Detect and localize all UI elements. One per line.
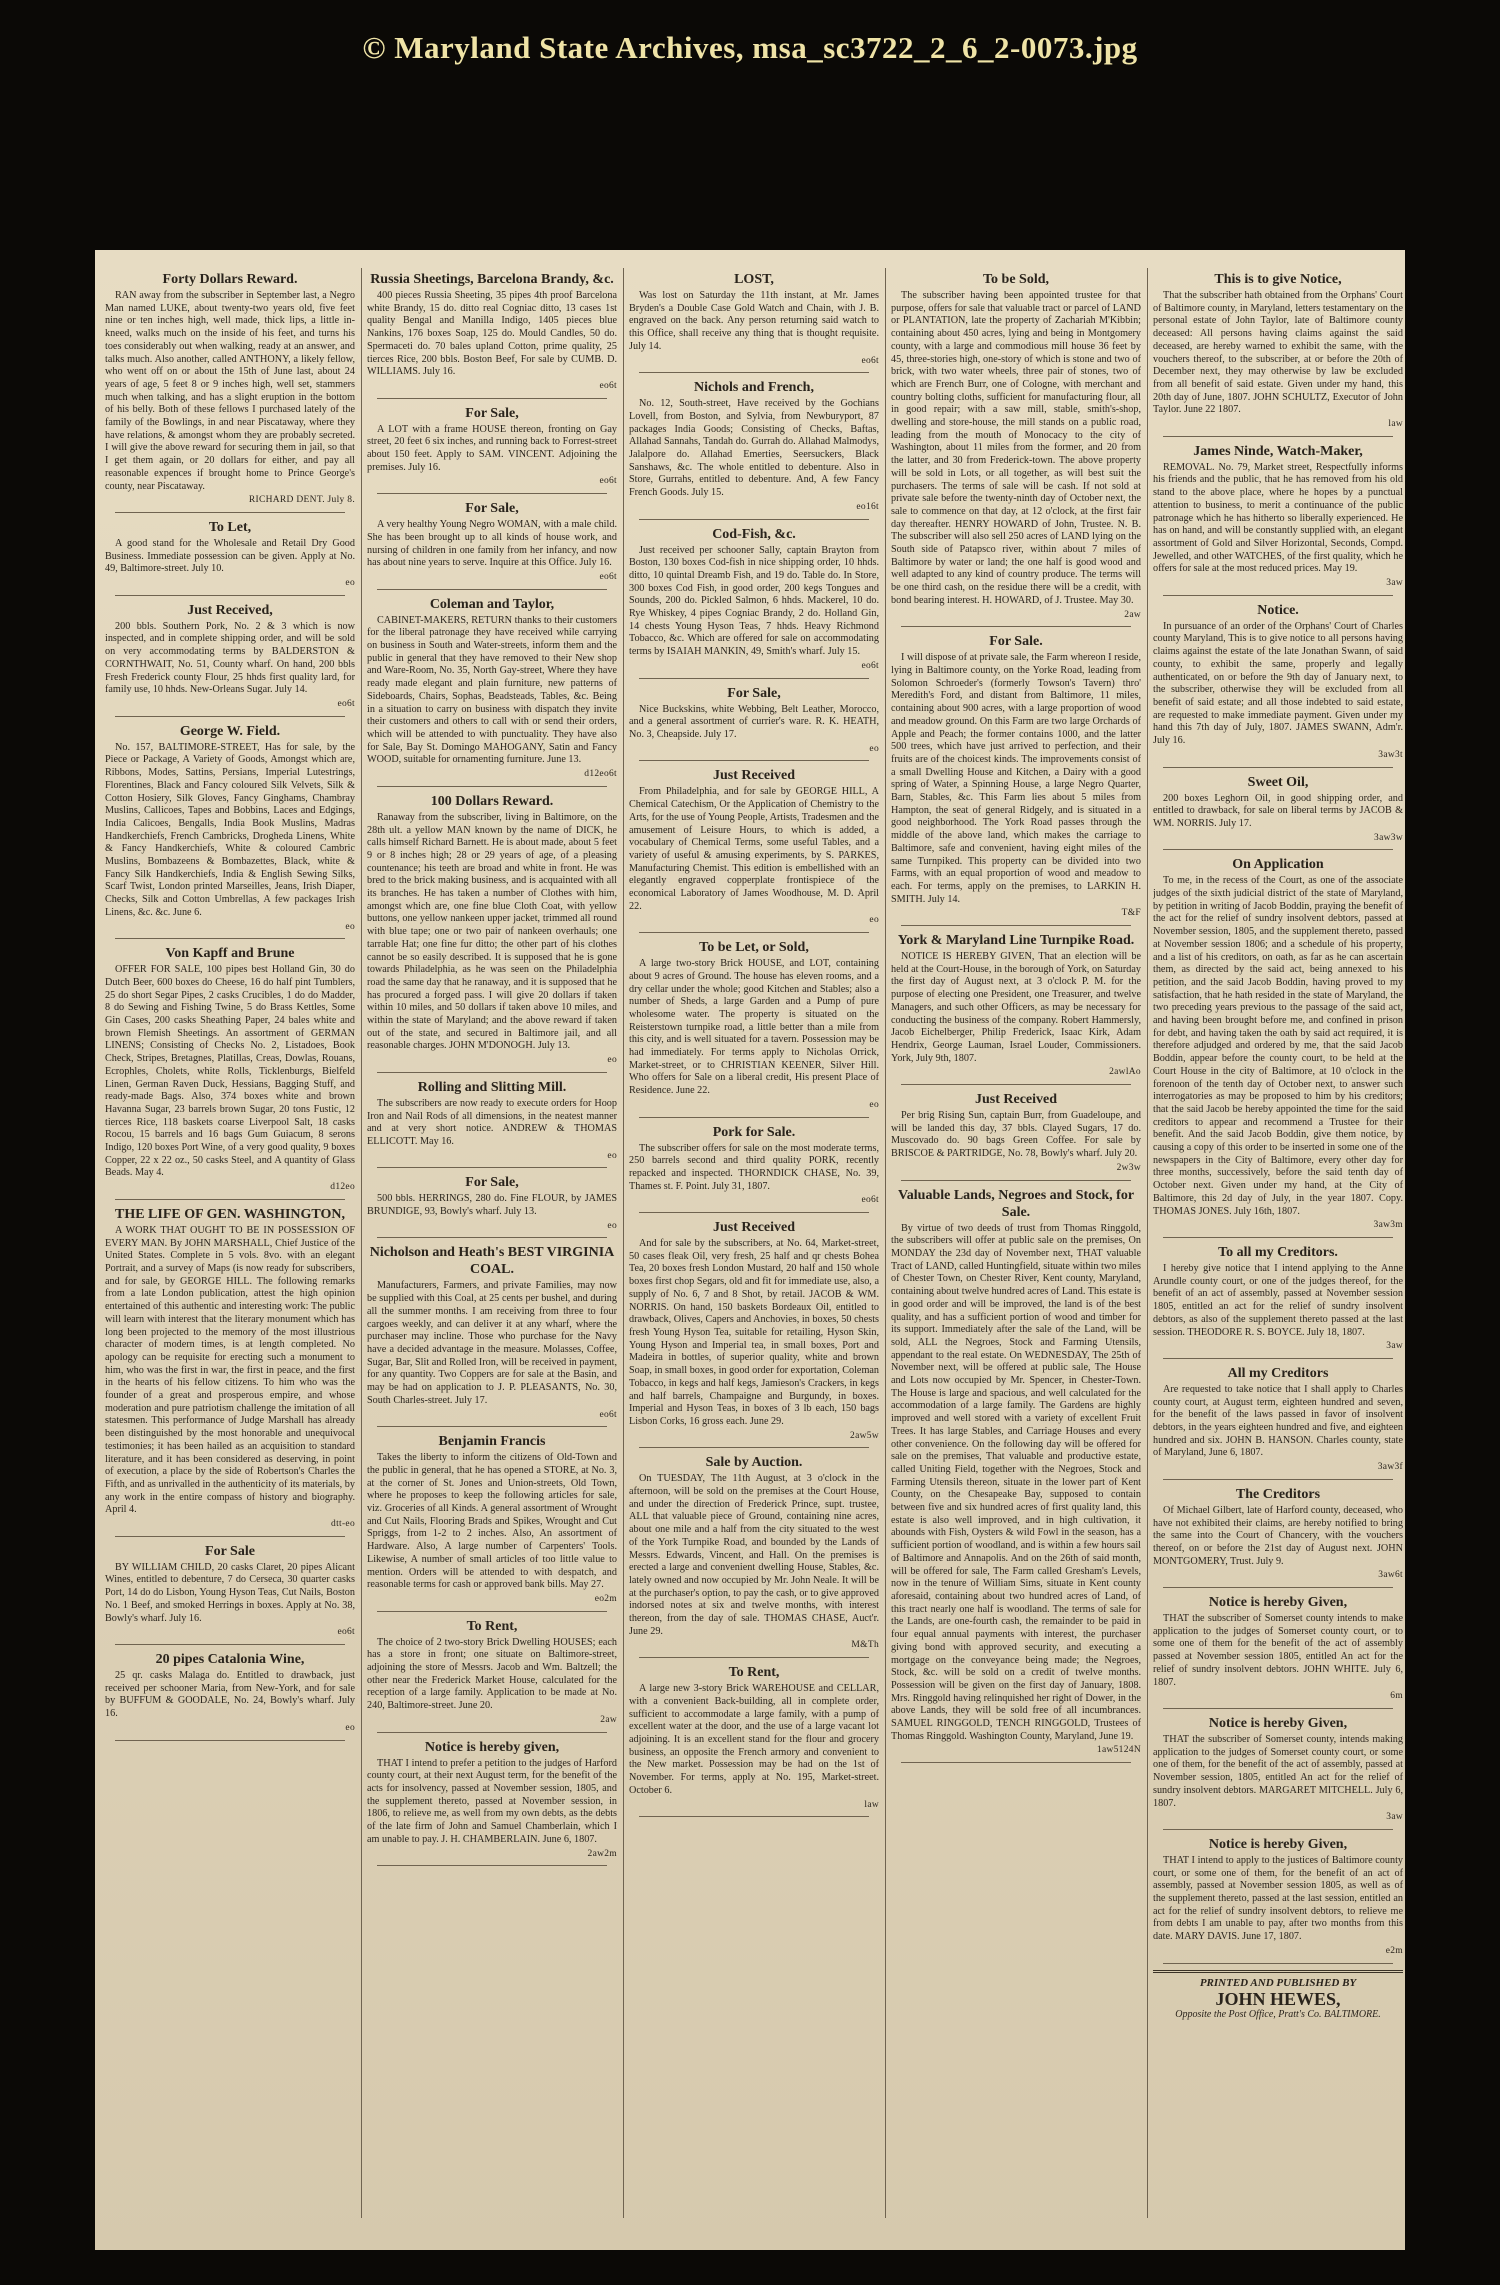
ad-heading: THE LIFE OF GEN. WASHINGTON, [114, 1206, 345, 1222]
advertisement [1153, 1365, 1403, 1480]
ad-body: No. 12, South-street, Have received by the Gochians Lovell, from Boston, and Sylvia, from Newburyport, 87 packages India Goods; Consisting of Checks, Baftas, Allahad Sannahs, Tandah do. Gurrah do. Allahad Malmodys, Jalalpore do. Allahad Emerties, Seersuckers, Black Sanshaws, &c. The whole entitled to debenture. Also in Store, Gurrahs, entitled to debenture. And, A few Fancy French Goods. July 15. [629, 398, 879, 499]
ad-separator [377, 786, 607, 787]
ad-body: No. 157, BALTIMORE-STREET, Has for sale, by the Piece or Package, A Variety of Goods, Amongst which are, Ribbons, Modes, Sattins, Persians, Imperial Lutestrings, Florentines, Black and Fancy coloured Silk Velvets, Silk & Cotton Hosiery, Silk Gloves, Fancy Ginghams, Chambray Muslins, Callicoes, Tapes and Bobbins, Laces and Edgings, India Calicoes, Bengalls, India Book Muslins, Madras Handkerchiefs, French Cambricks, Drogheda Linens, White & Fancy Handkerchiefs, White & coloured Cambric Muslins, Bombazeens & Bombazettes, Black, white & Fancy Silk Handkerchiefs, India & English Sewing Silks, Scarf Twist, London printed Marseilles, Jeans, Irish Diaper, Checks, Silk and Cotton Umbrellas, A few packages Irish Linens, &c. &c. June 6. [105, 741, 355, 918]
ad-body: RAN away from the subscriber in September last, a Negro Man named LUKE, about twenty-two years old, five feet nine or ten inches high, well made, thick lips, a little in-kneed, walks much on the inside of his feet, and turns his toes considerably out when walking, ready at an answer, and talks much. Also another, called ANTHONY, a likely fellow, who went off on or about the 15th of June last, about 24 years of age, 5 feet 8 or 9 inches high, well set, stammers much when talking, and has a slight eruption in the bottom of his belly. Both of these fellows I purchased lately of the family of the Bowlings, in and near Piscataway, where they have relations, & amongst whom they are probably secreted. I will give the above reward for securing them in jail, so that I get them again, or 20 dollars for either, and pay all reasonable expences if brought home to Prince George's county, near Piscataway. [105, 290, 355, 492]
advertisement [105, 271, 355, 513]
ad-body: A large new 3-story Brick WAREHOUSE and CELLAR, with a convenient Back-building, all in complete order, sufficient to accommodate a large family, with a pump of excellent water at the door, and the use of a large vacant lot adjoining. It is an excellent stand for the flour and grocery business, an opposite the French armory and convenient to the New market. Possession may be had on the 1st of November. For terms, apply at No. 195, Market-street. October 6. [629, 1683, 879, 1796]
ad-heading: Valuable Lands, Negroes and Stock, for Sale. [897, 1187, 1135, 1220]
ad-body: Takes the liberty to inform the citizens of Old-Town and the public in general, that he has opened a STORE, at No. 3, at the corner of St. Jones and Union-streets, Old Town, where he proposes to keep the following articles for sale, viz. Groceries of all Kinds. A general assortment of Wrought and Cut Nails, Flooring Brads and Spikes, Wrought and Cut Spriggs, from 1-2 to 2 inches. Also, An assortment of Hardware. Also, A large number of Carpenters' Tools. Likewise, A number of small articles of too little value to mention. Orders will be attended to with despatch, and reasonable terms for cash or approved bank bills. May 27. [367, 1452, 617, 1591]
ad-heading: George W. Field. [179, 723, 281, 739]
ad-heading: Notice is hereby given, [424, 1739, 560, 1755]
ad-heading: For Sale. [989, 634, 1043, 650]
ad-signature: 3aw6t [1378, 1570, 1403, 1581]
ad-signature: eo [345, 921, 355, 932]
ad-heading: Cod-Fish, &c. [712, 526, 796, 542]
column-1 [105, 268, 355, 2218]
advertisement [1153, 602, 1403, 768]
ad-signature: 2aw2m [587, 1848, 617, 1859]
ad-separator [901, 1180, 1131, 1181]
ad-signature: law [864, 1799, 879, 1810]
advertisement [367, 1433, 617, 1611]
ad-signature: eo6t [599, 476, 617, 487]
ad-signature: eo [607, 1220, 617, 1231]
ad-signature: law [1388, 419, 1403, 430]
ad-heading: Just Received, [187, 602, 273, 618]
ad-separator [377, 1072, 607, 1073]
ad-heading: For Sale, [465, 1175, 519, 1191]
ad-body: That the subscriber hath obtained from the Orphans' Court of Baltimore county, in Maryland, letters testamentary on the personal estate of John Taylor, late of Baltimore county deceased: All persons having claims against the said deceased, are hereby warned to exhibit the same, with the vouchers thereof, to the subscriber, at or before the 20th of December next, they may otherwise by law be excluded from all benefit of said estate. Given under my hand, this 20th day of June, 1807. JOHN SCHULTZ, Executor of John Taylor. June 22 1807. [1153, 290, 1403, 416]
ad-separator [115, 716, 345, 717]
printer-imprint [1153, 1970, 1403, 2022]
ad-separator [1163, 595, 1393, 596]
imprint-line2: JOHN HEWES, [1215, 1989, 1341, 2010]
ad-separator [639, 678, 869, 679]
ad-separator [1163, 1829, 1393, 1830]
ad-signature: eo [869, 1099, 879, 1110]
ad-body: 200 bbls. Southern Pork, No. 2 & 3 which is now inspected, and in complete shipping order, and will be sold on very accommodating terms by BALDERSTON & CORNTHWAIT, No. 51, County wharf. On hand, 200 bbls Fresh Frederick county Flour, 25 hhds first quality lard, for family use, 10 hhds. New-Orleans Sugar. July 14. [105, 620, 355, 696]
ad-signature: 3aw3m [1373, 1220, 1403, 1231]
ad-separator [639, 1212, 869, 1213]
ad-separator [115, 1536, 345, 1537]
ad-signature: eo6t [337, 1627, 355, 1638]
ad-body: 500 bbls. HERRINGS, 280 do. Fine FLOUR, by JAMES BRUNDIGE, 93, Bowly's wharf. July 13. [367, 1193, 617, 1218]
column-divider [885, 268, 886, 2218]
ad-body: The subscriber offers for sale on the most moderate terms, 250 barrels second and third quality PORK, recently repacked and inspected. THORNDICK CHASE, No. 39, Thames st. F. Point. July 31, 1807. [629, 1142, 879, 1192]
advertisement [367, 596, 617, 787]
ad-body: Are requested to take notice that I shall apply to Charles county court, at August term, eighteen hundred and seven, for the benefit of the laws passed in favor of insolvent debtors, in the years eighteen hundred and five, and eighteen hundred and six. JOHN B. HANSON. Charles county, state of Maryland, June 6, 1807. [1153, 1383, 1403, 1459]
advertisement [367, 405, 617, 495]
ad-body: OFFER FOR SALE, 100 pipes best Holland Gin, 30 do Dutch Beer, 600 boxes do Cheese, 16 do half pint Tumblers, 25 do short Segar Pipes, 2 casks Crucibles, 1 do do Madder, 8 do Sewing and Fishing Twine, 5 do Brass Kettles, Some Gin Cases, 200 casks Sheathing Paper, 24 bales white and brown Flemish Sheetings. An assortment of GERMAN LINENS; Consisting of Checks No. 2, Listadoes, Book Check, Stripes, Bretagnes, Platillas, Creas, Dowlas, Rouans, Ecrophles, Cholets, white Rolls, Ticklenburgs, Bielfeld Linen, German Raven Duck, Hessians, Bagging Stuff, and ready-made Bags. Also, 374 boxes white and brown Havanna Sugar, 23 barrels brown Sugar, 20 tons Fustic, 12 tierces Rice, 118 baskets coarse Liverpool Salt, 18 casks Rocou, 15 barrels and 16 bags Gum Guiacum, 8 serons Indigo, 120 boxes Port Wine, of a very good quality, 9 boxes Copper, 22 x 22 oz., 50 casks Steel, and A quantity of Glass Beads. May 4. [105, 964, 355, 1179]
ad-separator [377, 398, 607, 399]
ad-signature: eo6t [861, 355, 879, 366]
ad-body: THAT I intend to apply to the justices of Baltimore county court, or some one of them, for the benefit of an act of assembly, passed at November session 1805, as well as of the supplement thereto, passed at the last session, entitled an act for the relief of sundry insolvent debtors, to relieve me from debts I am unable to pay, after two months from this date. MARY DAVIS. June 17, 1807. [1153, 1854, 1403, 1943]
ad-separator [1163, 1479, 1393, 1480]
ad-heading: Nichols and French, [694, 380, 814, 396]
ad-body: I hereby give notice that I intend applying to the Anne Arundle county court, or one of the judges thereof, for the benefit of an act of assembly, passed at November session 1805, entitled an act for the relief of sundry insolvent debtors, as also of the supplement thereto passed at the last session. THEODORE R. S. BOYCE. July 18, 1807. [1153, 1263, 1403, 1338]
ad-separator [639, 1816, 869, 1817]
ad-signature: eo [607, 1055, 617, 1066]
advertisement [891, 932, 1141, 1085]
column-4 [891, 268, 1141, 2218]
ad-heading: Just Received [712, 1220, 796, 1236]
ad-separator [1163, 436, 1393, 437]
watermark-banner: © Maryland State Archives, msa_sc3722_2_6_2-0073.jpg [362, 30, 1138, 65]
ad-signature: eo6t [599, 1409, 617, 1420]
ad-heading: To be Sold, [982, 272, 1049, 287]
ad-heading: Sale by Auction. [705, 1455, 803, 1471]
ad-signature: RICHARD DENT. July 8. [248, 495, 355, 506]
ad-heading: For Sale, [465, 501, 519, 517]
ad-heading: Pork for Sale. [712, 1124, 796, 1140]
advertisement [367, 1739, 617, 1867]
ad-heading: 20 pipes Catalonia Wine, [155, 1651, 305, 1667]
ad-heading: To Rent, [466, 1618, 518, 1634]
ad-body: Ranaway from the subscriber, living in Baltimore, on the 28th ult. a yellow MAN known by the name of DICK, he calls himself Richard Barnett. He is about made, about 5 feet 9 or 8 inches high; 28 or 29 years of age, of a pleasing countenance; his teeth are broad and white in front. He was bred to the brick making business, and is acquainted with all its branches. He has taken a number of Clothes with him, amongst which are, one fine blue Cloth Coat, with yellow buttons, one yellow nankeen upper jacket, trimmed all round with blue tape; one or two pair of nankeen overhauls; one tarrable Hat; one fine fur ditto; the other part of his clothes cannot be so easily described. It is supposed that he is gone towards Philadelphia, as he was seen on the Philadelphia road the same day that he ranaway, and it is supposed that he has procured a forged pass. I will give 20 dollars if taken within 10 miles, and 50 dollars if taken above 10 miles, and within the state of Maryland; and the above reward if taken out of the state, and secured in Baltimore jail, and all reasonable charges. JOHN M'DONOGH. July 13. [367, 811, 617, 1052]
ad-separator [115, 938, 345, 939]
ad-heading: To Let, [208, 519, 252, 535]
ad-body: From Philadelphia, and for sale by GEORGE HILL, A Chemical Catechism, Or the Application of Chemistry to the Arts, for the use of Young People, Artists, Tradesmen and the amusement of Leisure Hours, to which is added, a vocabulary of Chemical Terms, some useful Tables, and a variety of useful & amusing experiments, by S. PARKES, Manufacturing Chemist. This edition is embellished with an elegantly engraved copperplate frontispiece of the economical Laboratory of James Woodhouse, M. D. April 22. [629, 786, 879, 912]
ad-signature: dtt-eo [331, 1519, 355, 1530]
column-divider [361, 268, 362, 2218]
advertisement [105, 1543, 355, 1645]
ad-separator [115, 1199, 345, 1200]
ad-signature: e2m [1385, 1945, 1403, 1956]
ad-body: REMOVAL. No. 79, Market street, Respectfully informs his friends and the public, that he has removed from his old stand to the above place, where he hopes by a punctual attention to business, to merit a continuance of the public patronage which he has hitherto so liberally experienced. He has on hand, and will be constantly supplied with, an elegant assortment of Gold and Silver Horizontal, Seconds, Compd. Jewelled, and other WATCHES, of the first quality, which he offers for sale at the most reduced prices. May 19. [1153, 461, 1403, 575]
advertisement [629, 1664, 879, 1817]
ad-separator [377, 1611, 607, 1612]
ad-separator [1163, 1587, 1393, 1588]
advertisement [367, 1174, 617, 1238]
ad-heading: Sweet Oil, [1247, 774, 1309, 790]
ad-body: A very healthy Young Negro WOMAN, with a male child. She has been brought up to all kinds of house work, and nursing of children in one family from her infancy, and now has about nine years to serve. Inquire at this Office. July 16. [367, 519, 617, 569]
ad-heading: For Sale [205, 1543, 255, 1559]
ad-separator [377, 589, 607, 590]
advertisement [105, 723, 355, 940]
advertisement [891, 633, 1141, 926]
ad-signature: 3aw3t [1378, 749, 1403, 760]
column-divider [623, 268, 624, 2218]
advertisement [105, 602, 355, 717]
advertisement [629, 526, 879, 679]
ad-signature: 2awlAo [1109, 1067, 1141, 1078]
newspaper-page [95, 250, 1405, 2250]
ad-body: The subscribers are now ready to execute orders for Hoop Iron and Nail Rods of all dimensions, in the neatest manner and at very short notice. ANDREW & THOMAS ELLICOTT. May 16. [367, 1097, 617, 1147]
ad-heading: Nicholson and Heath's BEST VIRGINIA COAL. [369, 1245, 615, 1278]
ad-body: A large two-story Brick HOUSE, and LOT, containing about 9 acres of Ground. The house has eleven rooms, and a dry cellar under the whole; good Kitchen and Stables; also a number of Sheds, a large Garden and a Pump of pure wholesome water. The property is situated on the Reisterstown turnpike road, a little better than a mile from this city, and is well situated for a tavern. Possession may be had immediately. For terms apply to Nicholas Orrick, Market-street, or to CHRISTIAN KEENER, Silver Hill. Who offers for Sale on a liberal credit, His present Place of Residence. June 22. [629, 958, 879, 1097]
ad-signature: d12eo6t [584, 769, 617, 780]
ad-heading: 100 Dollars Reward. [430, 793, 554, 809]
ad-body: Of Michael Gilbert, late of Harford county, deceased, who have not exhibited their claims, are hereby notified to bring the same into the Court of Chancery, with the vouchers thereof, on or before the 21st day of August next. JOHN MONTGOMERY, Trust. July 9. [1153, 1504, 1403, 1567]
ad-heading: Notice is hereby Given, [1208, 1715, 1348, 1731]
advertisement [629, 271, 879, 373]
advertisement [629, 685, 879, 762]
ad-body: A WORK THAT OUGHT TO BE IN POSSESSION OF EVERY MAN. By JOHN MARSHALL, Chief Justice of the United States. Complete in 5 vols. 8vo. with an elegant Portrait, and a survey of Maps (is now ready for subscribers, and for sale, by GEORGE HILL. The following remarks from a late London publication, attest the high opinion entertained of this authentic and interesting work: The public will learn with interest that the literary monument which has long been projected to the memory of the most illustrious character of modern times, is at length completed. No apology can be requisite for erecting such a monument to him, who was the first in war, the first in peace, and the first in the hearts of his fellow citizens. To him who was the founder of a great and prosperous empire, and whose moderation and pure patriotism challenge the imitation of all statesmen. This performance of Judge Marshall has already been distinguished by the most honorable and unequivocal testimonies; it has been hailed as an acquisition to standard literature, and it has been considered as deserving, in point of execution, a place by the side of Robertson's Charles the Fifth, and as unrivalled in the authenticity of its materials, by any work in the entire compass of history and biography. April 4. [105, 1224, 355, 1516]
ad-heading: Coleman and Taylor, [429, 596, 555, 612]
ad-body: THAT the subscriber of Somerset county, intends making application to the judges of Somerset county court, or some one of them, for the benefit of the act of assembly, passed at November session, 1805, entitled An act for the relief of sundry insolvent debtors. MARGARET MITCHELL. July 6, 1807. [1153, 1733, 1403, 1809]
ad-separator [1163, 767, 1393, 768]
ad-body: 25 qr. casks Malaga do. Entitled to drawback, just received per schooner Maria, from New-York, and for sale by BUFFUM & GOODALE, No. 24, Bowly's wharf. July 16. [105, 1669, 355, 1720]
ad-body: Was lost on Saturday the 11th instant, at Mr. James Bryden's a Double Case Gold Watch and Chain, with J. B. engraved on the back. Any person returning said watch to this Office, shall receive any thing that is thought requisite. July 14. [629, 290, 879, 352]
ad-body: Nice Buckskins, white Webbing, Belt Leather, Morocco, and a general assortment of currier's ware. R. K. HEATH, No. 3, Cheapside. July 17. [629, 703, 879, 740]
ad-separator [377, 1237, 607, 1238]
ad-body: Per brig Rising Sun, captain Burr, from Guadeloupe, and will be landed this day, 37 bbls. Clayed Sugars, 17 do. Muscovado do. 90 bags Green Coffee. For sale by BRISCOE & PARTRIDGE, No. 78, Bowly's wharf. July 20. [891, 1110, 1141, 1160]
ad-signature: 3aw3f [1377, 1462, 1403, 1473]
ad-signature: eo6t [337, 698, 355, 709]
ad-heading: Notice. [1257, 602, 1299, 618]
ad-heading: All my Creditors [1227, 1365, 1329, 1381]
ad-separator [639, 1117, 869, 1118]
ad-body: The subscriber having been appointed trustee for that purpose, offers for sale that valuable tract or parcel of LAND or PLANTATION, late the property of Zachariah M'Kibbin; containing about 450 acres, lying and being in Montgomery county, with a large and commodious mill house 36 feet by 45, three-stories high, one-story of which is stone and two of brick, with two water wheels, three pair of stones, two of which are French Burr, one of Cologne, with merchant and country bolting cloths, sufficient for manufacturing flour, all in good repair; with a saw mill, stable, smith's-shop, dwelling and store-house, the mill stands on a public road, leading from the mouth of Monocacy to the city of Washington, about 11 miles from the former, and 20 from the latter, and 30 from Frederick-town. The above property will be sold in Lots, or all together, as will best suit the purchasers. The terms of sale will be cash. If not sold at private sale before the twenty-ninth day of October next, the sale to commence on that day, at 12 o'clock, at the first fair day thereafter. HENRY HOWARD of John, Trustee. N. B. The subscriber will also sell 250 acres of LAND lying on the South side of Patapsco river, within about 7 miles of Baltimore by water or land; the one half is good wood and well adapted to any kind of country produce. The terms will be one third cash, on the residue there will be a credit, with bond bearing interest. H. HOWARD, of J. Trustee. May 30. [891, 290, 1141, 606]
advertisement [105, 1651, 355, 1741]
imprint-line1: PRINTED AND PUBLISHED BY [1199, 1976, 1357, 1989]
ad-signature: eo [607, 1150, 617, 1161]
ad-body: To me, in the recess of the Court, as one of the associate judges of the sixth judicial district of the state of Maryland, by petition in writing of Jacob Boddin, praying the benefit of the act for the relief of sundry insolvent debtors, passed at November session, 1805, and the supplement thereto, passed at November session 1806; and a schedule of his property, and a list of his creditors, on oath, as far as he can ascertain them, as directed by the said act, being annexed to his petition, and the said Jacob Boddin, having proved to my satisfaction, that he hath resided in the state of Maryland, the two preceding years previous to the passage of the said act, and having been brought before me, and confined in prison for debt, and having taken the oath by said act required, it is therefore adjudged and ordered by me, that the said Jacob Boddin, appear before the county court, to be held at the Court House in the city of Baltimore, at 10 o'clock in the forenoon of the tenth day of October next, to answer such interrogatories as may be proposed to him by his creditors; that the said Jacob be hereby appointed the time for the said creditors to appear and recommend a Trustee for their benefit. And the said Jacob Boddin, give them notice, by causing a copy of this order to be inserted in some one of the newspapers in the City of Baltimore, every other day for three months, successively, before the said tenth day of October next. Given under my hand, at the City of Baltimore, this 2d day of July, in the year 1807. Copy. THOMAS JONES. July 16th, 1807. [1153, 875, 1403, 1217]
advertisement [629, 1454, 879, 1658]
advertisement [105, 519, 355, 596]
ad-separator [377, 1732, 607, 1733]
ad-body: A LOT with a frame HOUSE thereon, fronting on Gay street, 20 feet 6 six inches, and running back to Forrest-street about 150 feet. Apply to SAM. VINCENT. Adjoining the premises. July 16. [367, 423, 617, 473]
ad-separator [115, 1740, 345, 1741]
advertisement [1153, 856, 1403, 1238]
ad-separator [639, 1447, 869, 1448]
ad-separator [1163, 1358, 1393, 1359]
ad-signature: d12eo [330, 1182, 355, 1193]
ad-body: BY WILLIAM CHILD, 20 casks Claret, 20 pipes Alicant Wines, entitled to debenture, 7 do Cerseca, 30 quarter casks Port, 14 do do Lisbon, Young Hyson Teas, Cut Nails, Boston No. 1 Beef, and smoked Herrings in boxes. Apply at No. 38, Bowly's wharf. July 16. [105, 1561, 355, 1624]
ad-separator [901, 626, 1131, 627]
ad-signature: T&F [1121, 908, 1141, 919]
ad-body: NOTICE IS HEREBY GIVEN, That an election will be held at the Court-House, in the borough of York, on Saturday the first day of August next, at 3 o'clock P. M. for the purpose of electing one President, one Treasurer, and twelve Managers, and such other Officers, as may be necessary for conducting the business of the company. Robert Hammersly, Jacob Eichelberger, Philip Frederick, Isaac Kirk, Adam Hendrix, George Lauman, Israel Louder, Commissioners. York, July 9th, 1807. [891, 951, 1141, 1064]
ad-signature: 2aw [1124, 609, 1141, 620]
ad-separator [1163, 1708, 1393, 1709]
ad-signature: eo6t [599, 571, 617, 582]
ad-heading: To Rent, [728, 1665, 780, 1681]
advertisement [1153, 1836, 1403, 1964]
ad-separator [901, 1762, 1131, 1763]
ad-heading: For Sale, [727, 685, 781, 701]
ad-signature: eo6t [861, 660, 879, 671]
ad-signature: 3aw [1386, 578, 1403, 589]
ad-heading: Forty Dollars Reward. [162, 272, 298, 287]
ad-body: THAT the subscriber of Somerset county intends to make application to the judges of Somerset county court, or to some one of them for the benefit of the act of assembly passed at November session 1805, entitled An act for the relief of sundry insolvent debtors. JOHN WHITE. July 6, 1807. [1153, 1613, 1403, 1688]
ad-signature: eo [869, 915, 879, 926]
advertisement [367, 1079, 617, 1169]
advertisement [1153, 443, 1403, 596]
advertisement [891, 271, 1141, 627]
ad-heading: LOST, [734, 272, 774, 287]
ad-heading: Just Received [712, 768, 796, 784]
ad-heading: James Ninde, Watch-Maker, [1193, 443, 1363, 459]
advertisement [1153, 774, 1403, 851]
advertisement [629, 379, 879, 519]
column-divider [1147, 268, 1148, 2218]
ad-body: CABINET-MAKERS, RETURN thanks to their customers for the liberal patronage they have received while carrying on business in South and Water-streets, inform them and the public in general that they have removed to their New shop and Ware-Room, No. 35, North Gay-street, Where they have ready made elegant and plain furniture, new patterns of Sideboards, Chairs, Sophas, Beadsteads, Tables, &c. Being in a situation to carry on business with dispatch they invite their customers and others to call with or send their orders, which will be attended to with punctuality. They have also for Sale, Bay St. Domingo MAHOGANY, Satin and Fancy WOOD, suitable for ornamenting furniture. June 13. [367, 614, 617, 766]
column-3 [629, 268, 879, 2218]
advertisement [105, 945, 355, 1200]
ad-signature: 3aw [1386, 1341, 1403, 1352]
column-5 [1153, 268, 1403, 2218]
ad-heading: Benjamin Francis [438, 1434, 546, 1450]
ad-signature: eo2m [594, 1593, 617, 1604]
ad-heading: To all my Creditors. [1218, 1245, 1338, 1260]
ad-signature: eo6t [599, 380, 617, 391]
ad-signature: 1aw5124N [1096, 1745, 1141, 1756]
advertisement [891, 1091, 1141, 1181]
advertisement [1153, 1715, 1403, 1830]
ad-signature: 2aw5w [850, 1430, 879, 1441]
ad-body: A good stand for the Wholesale and Retail Dry Good Business. Immediate possession can be given. Apply at No. 49, Baltimore-street. July 10. [105, 537, 355, 575]
ad-separator [377, 493, 607, 494]
ad-signature: eo [345, 1722, 355, 1733]
advertisement [367, 793, 617, 1073]
ad-body: THAT I intend to prefer a petition to the judges of Harford county court, at their next August term, for the benefit of the acts for insolvency, passed at November session, 1805, and the supplement thereto, passed at November session, in 1806, to relieve me, as well from my own debts, as the debts of the late firm of John and Samuel Chamberlain, which I am unable to pay. J. H. CHAMBERLAIN. June 6, 1807. [367, 1757, 617, 1845]
ad-separator [639, 372, 869, 373]
ad-heading: Notice is hereby Given, [1208, 1836, 1348, 1852]
ad-heading: Notice is hereby Given, [1208, 1595, 1348, 1611]
ad-signature: 6m [1390, 1691, 1403, 1702]
ad-separator [639, 932, 869, 933]
ad-signature: eo6t [861, 1195, 879, 1206]
advertisement [629, 1219, 879, 1448]
ad-heading: This is to give Notice, [1214, 272, 1342, 287]
advertisement [367, 271, 617, 399]
ad-heading: For Sale, [465, 405, 519, 421]
ad-body: 400 pieces Russia Sheeting, 35 pipes 4th proof Barcelona white Brandy, 15 do. ditto real Cogniac ditto, 13 cases 1st quality Bengal and Manilla Indigo, 1405 pieces blue Nankins, 176 boxes Soap, 125 do. Mould Candles, 50 do. Spermaceti do. 70 bales upland Cotton, prime quality, 25 tierces Rice, 200 bbls. Boston Beef, For sale by CUMB. D. WILLIAMS. July 16. [367, 290, 617, 378]
ad-signature: 3aw3w [1374, 832, 1403, 843]
ad-separator [115, 512, 345, 513]
advertisement [1153, 1244, 1403, 1359]
ad-body: 200 boxes Leghorn Oil, in good shipping order, and entitled to drawback, for sale on liberal terms by JACOB & WM. NORRIS. July 17. [1153, 792, 1403, 829]
ad-body: And for sale by the subscribers, at No. 64, Market-street, 50 cases fleak Oil, very fresh, 25 half and qr chests Bohea Tea, 20 boxes fresh London Mustard, 20 half and 150 whole boxes first chop Segars, old and fit for immediate use, also, a supply of No. 6, 7 and 8 Shot, by retail. JACOB & WM. NORRIS. On hand, 150 baskets Bordeaux Oil, entitled to drawback, Olives, Capers and Anchovies, in boxes, 50 chests fresh Young Hyson Tea, suitable for retailing, Hyson Skin, Young Hyson and Imperial tea, in small boxes, Port and Madeira in bottles, of superior quality, white and brown Soap, in small boxes, in good order for exportation, Coleman Tobacco, in kegs and half kegs, Jamieson's Crackers, in kegs and half barrels, Champaigne and Burgundy, in boxes. Imperial and Hyson Teas, in boxes of 3 lb each, 150 bags Lisbon Corks, 16 gross each. June 29. [629, 1238, 879, 1427]
ad-body: In pursuance of an order of the Orphans' Court of Charles county Maryland, This is to give notice to all persons having claims against the estate of the late Jonathan Swann, of said county, to exhibit the same, properly and legally authenticated, on or before the 9th day of January next, to the subscriber, otherwise they will be excluded from all benefit of said estate; and all those indebted to said estate, are requested to make immediate payment. Given under my hand this 7th day of July, 1807. JAMES SWANN, Adm'r. July 16. [1153, 620, 1403, 747]
ad-separator [901, 925, 1131, 926]
advertisement [367, 1244, 617, 1427]
ad-signature: eo [869, 743, 879, 754]
imprint-line3: Opposite the Post Office, Pratt's Co. BALTIMORE. [1175, 2009, 1381, 2021]
ad-signature: 2aw [600, 1714, 617, 1725]
advertisement [1153, 1594, 1403, 1709]
advertisement [367, 500, 617, 590]
ad-signature: 3aw [1386, 1812, 1403, 1823]
advertisement [629, 1124, 879, 1214]
ad-separator [901, 1084, 1131, 1085]
column-2 [367, 268, 617, 2218]
ad-heading: Just Received [974, 1092, 1058, 1108]
ad-body: The choice of 2 two-story Brick Dwelling HOUSES; each has a store in front; one situate on Baltimore-street, adjoining the store of Messrs. Jacob and Wm. Baltzell; the other near the Frederick Market House, calculated for the reception of a large family. Application to be made at No. 240, Baltimore-street. June 20. [367, 1636, 617, 1712]
advertisement [367, 1618, 617, 1733]
ad-separator [639, 1657, 869, 1658]
ad-heading: Von Kapff and Brune [165, 946, 295, 962]
ad-signature: M&Th [851, 1640, 879, 1651]
ad-body: I will dispose of at private sale, the Farm whereon I reside, lying in Baltimore county, on the Yorke Road, leading from Solomon Schroeder's (formerly Towson's Tavern) thro' Meredith's Ford, and distant from Baltimore, 11 miles, containing about 900 acres, with a large proportion of wood and meadow ground. On this Farm are two large Orchards of Apple and Peach; the former contains 1000, and the latter 500 trees, which have just arrived to perfection, and their fruits are of the choicest kinds. The improvements consist of a small Dwelling House and Kitchen, a Dairy with a good spring of Water, a Spinning House, a large Negro Quarter, Barn, Stables, &c. This Farm lies about 5 miles from Hampton, the seat of general Ridgely, and is situated in a good neighborhood. The York Road passes through the middle of the above land, which makes the carriage to Baltimore, safe and convenient, having eight miles of the same Turnpiked. This property can be divided into two Farms, with an equal proportion of wood and meadow to each. For terms, apply on the premises, to LARKIN H. SMITH. July 14. [891, 652, 1141, 905]
ad-heading: On Application [1232, 857, 1324, 873]
ad-body: Just received per schooner Sally, captain Brayton from Boston, 130 boxes Cod-fish in nice shipping order, 10 hhds. ditto, 10 quintal Dreamb Fish, and 19 do. Table do. In Store, 300 boxes Cod Fish, in good order, 200 kegs Tongues and Sounds, 200 do. Pickled Salmon, 6 hhds. Mackerel, 10 do. Rye Whiskey, 4 pipes Cogniac Brandy, 2 do. Holland Gin, 14 chests Young Hyson Teas, 7 hhds. Heavy Richmond Tobacco, &c. Which are offered for sale on accommodating terms by ISAIAH MANKIN, 49, Smith's wharf. July 15. [629, 544, 879, 658]
ad-separator [1163, 1963, 1393, 1964]
ad-separator [1163, 1237, 1393, 1238]
advertisement [105, 1206, 355, 1537]
ad-signature: 2w3w [1116, 1162, 1141, 1173]
advertisement [629, 939, 879, 1117]
ad-heading: The Creditors [1235, 1486, 1321, 1502]
ad-separator [115, 1644, 345, 1645]
ad-body: On TUESDAY, The 11th August, at 3 o'clock in the afternoon, will be sold on the premises at the Court House, and under the direction of Frederick Prince, supt. trustee, ALL that valuable piece of Ground, containing nine acres, about one mile and a half from the city situated to the west of the York Turnpike Road, and bounded by the Lands of Messrs. Edwards, Vincent, and Hall. On the premises is erected a large and convenient dwelling House, Stables, &c. lately owned and now occupied by Mr. John Neale. It will be at the purchaser's option, to pay the cash, or to give approved indorsed notes at six and twelve months, with interest thereon, from the day of sale. THOMAS CHASE, Auct'r. June 29. [629, 1473, 879, 1637]
advertisement [1153, 271, 1403, 437]
advertisement [891, 1187, 1141, 1764]
ad-signature: eo16t [856, 501, 879, 512]
ad-heading: Rolling and Slitting Mill. [417, 1079, 567, 1095]
ad-separator [1163, 849, 1393, 850]
ad-separator [377, 1865, 607, 1866]
ad-body: Manufacturers, Farmers, and private Families, may now be supplied with this Coal, at 25 cents per bushel, and during all the summer months. I am receiving from three to four cargoes weekly, and can deliver it at any wharf, where the purchaser may incline. Those who purchase for the Navy have a decided advantage in the measure. Molasses, Coffee, Sugar, Bar, Slit and Rolled Iron, will be received in payment, for any quantity. Two Coppers are for sale at the Basin, and may be had on application to J. P. PLEASANTS, No. 30, South Charles-street. July 17. [367, 1280, 617, 1406]
ad-separator [115, 595, 345, 596]
advertisement [629, 767, 879, 933]
ad-signature: eo [345, 578, 355, 589]
ad-heading: To be Let, or Sold, [699, 940, 809, 956]
ad-separator [377, 1426, 607, 1427]
ad-body: By virtue of two deeds of trust from Thomas Ringgold, the subscribers will offer at public sale on the premises, On MONDAY the 23d day of November next, THAT valuable Tract of LAND, called Huntingfield, situate within two miles of Chester Town, on Chester River, Kent county, Maryland, containing about twelve hundred acres of Land. This estate is in good order and will be improved, the land is of the best quality, and has a sufficient portion of wood and timber for its support. Immediately after the sale of the Land, will be sold, ALL the Negroes, Stock and Farming Utensils, appendant to the real estate. On WEDNESDAY, The 25th of November next, will be offered at public sale, The House and Lots now occupied by Mr. Spencer, in Chester-Town. The House is large and spacious, and well calculated for the accommodation of a large family. The Gardens are highly improved and well stored with a variety of excellent Fruit Trees. It has large Stables, and Carriage Houses and every other convenience. On the following day will be offered for sale on the premises, That valuable and productive estate, called Uniting Field, together with the Negroes, Stock and Farming Utensils thereon, situate in the lower part of Kent County, on the Chesapeake Bay, supposed to contain between five and six hundred acres of first quality land, this estate is also well improved, and in high cultivation, it abounds with Fish, Oysters & wild Fowl in the season, has a sufficient portion of woodland, and is within a few hours sail of Baltimore and Annapolis. And on the 26th of said month, will be offered for sale, The Farm called Gresham's Levels, now in the tenure of William Sims, situate in Kent county aforesaid, containing about two hundred acres of Land, of this tract nearly one half is woodland. The terms of sale for the Lands, are one-fourth cash, the remainder to be paid in four equal annual payments with interest, the purchaser giving bond with approved security, and executing a mortgage on the conveyance being made; the Negroes, Stock, &c. will be sold on a credit of twelve months. Possession will be given on the first day of January, 1808. Mrs. Ringgold having relinquished her right of Dower, in the above Lands, they will be sold free of all incumbrances. SAMUEL RINGGOLD, TENCH RINGGOLD, Trustees of Thomas Ringgold. Washington County, Maryland, June 19. [891, 1222, 1141, 1742]
ad-separator [639, 519, 869, 520]
ad-separator [639, 760, 869, 761]
ad-separator [377, 1167, 607, 1168]
ad-heading: York & Maryland Line Turnpike Road. [897, 933, 1135, 949]
advertisement [1153, 1486, 1403, 1588]
ad-heading: Russia Sheetings, Barcelona Brandy, &c. [370, 272, 614, 287]
